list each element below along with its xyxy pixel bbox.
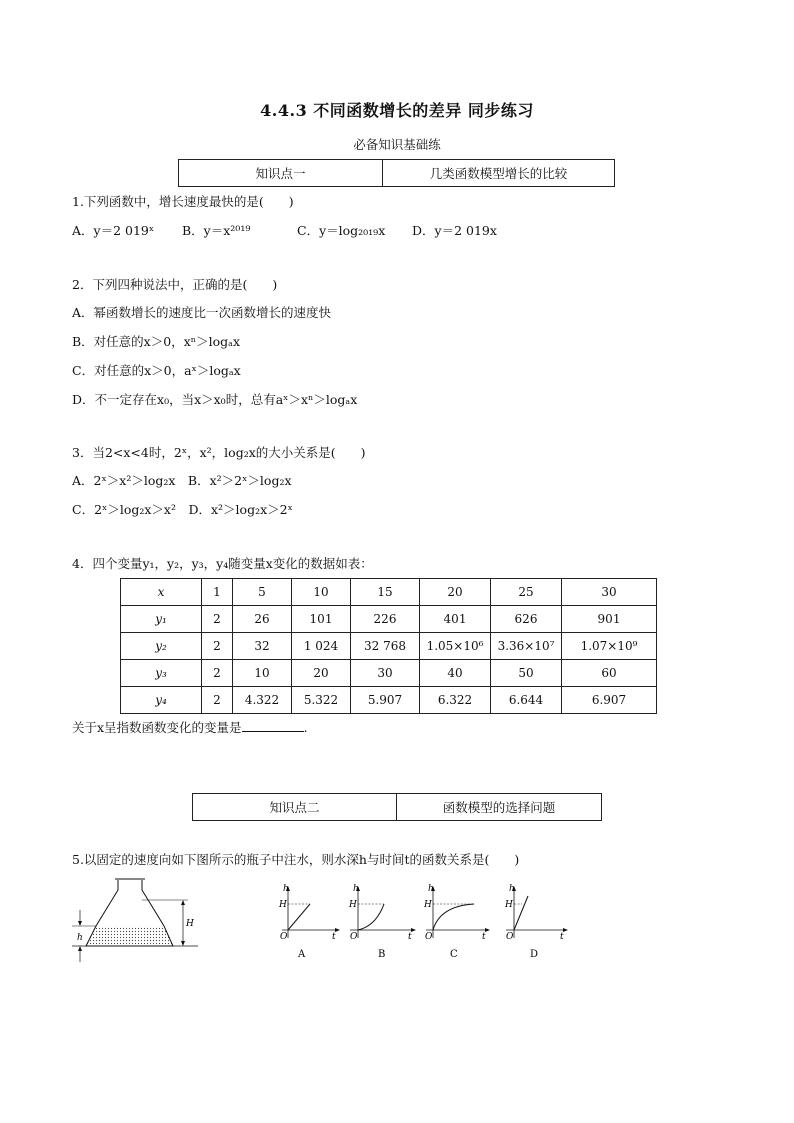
section-subtitle: 必备知识基础练 <box>353 137 441 152</box>
q1-option-d: D．y＝2 019x <box>412 223 497 238</box>
knowledge-point-2-topic: 函数模型的选择问题 <box>397 794 602 821</box>
table-cell: 60 <box>562 660 657 687</box>
table-row <box>121 687 657 714</box>
graph-b-label-H: H <box>349 900 357 910</box>
table-cell: 2 <box>202 660 233 687</box>
question-4-prompt <box>72 718 308 736</box>
q4-prompt-text: 关于x呈指数函数变化的变量是 <box>72 720 242 735</box>
graph-b <box>348 884 416 960</box>
graph-a-caption: A <box>298 949 306 960</box>
table-cell: 2 <box>202 633 233 660</box>
table-row <box>121 633 657 660</box>
q2-option-a: A．幂函数增长的速度比一次函数增长的速度快 <box>72 305 332 320</box>
graph-c-caption: C <box>450 949 458 960</box>
bottle-label-H: H <box>186 919 194 929</box>
page-title: 4.4.3 不同函数增长的差异 同步练习 <box>260 101 534 120</box>
table-row <box>121 660 657 687</box>
graph-b-caption: B <box>378 949 386 960</box>
graph-d-axis-t: t <box>560 932 564 942</box>
knowledge-point-2-label: 知识点二 <box>193 794 397 821</box>
table-cell: 2 <box>202 606 233 633</box>
q1-option-b: B．y＝x²⁰¹⁹ <box>182 223 251 238</box>
knowledge-point-1-label: 知识点一 <box>179 160 383 187</box>
graph-c-origin: O <box>425 932 433 942</box>
table-cell: 6.644 <box>491 687 562 714</box>
graph-d-origin: O <box>506 932 514 942</box>
table-row <box>121 579 657 606</box>
table-cell: 6.907 <box>562 687 657 714</box>
graph-b-axis-h: h <box>353 884 359 894</box>
knowledge-point-1-topic: 几类函数模型增长的比较 <box>383 160 615 187</box>
table-cell: 40 <box>420 660 491 687</box>
table-cell: 25 <box>491 579 562 606</box>
graph-d-label-H: H <box>505 900 513 910</box>
table-cell: 1 024 <box>292 633 351 660</box>
q2-option-d: D．不一定存在x₀，当x＞x₀时，总有aˣ＞xⁿ＞logₐx <box>72 392 358 407</box>
table-cell: 226 <box>351 606 420 633</box>
table-cell: 626 <box>491 606 562 633</box>
bottle-label-h: h <box>77 933 83 943</box>
question-3-stem: 3．当2<x<4时，2ˣ，x²，log₂x的大小关系是( ) <box>72 445 366 460</box>
table-cell: 901 <box>562 606 657 633</box>
q4-prompt-end: . <box>303 720 308 735</box>
water-level <box>86 926 173 946</box>
graph-b-axis-t: t <box>408 932 412 942</box>
table-cell: 30 <box>562 579 657 606</box>
table-cell: 10 <box>292 579 351 606</box>
graph-d-axis-h: h <box>509 884 515 894</box>
graph-c-axis-h: h <box>428 884 434 894</box>
question-4-data-table <box>120 578 657 714</box>
table-cell: 1.07×10⁹ <box>562 633 657 660</box>
graph-b-origin: O <box>350 932 358 942</box>
table-cell: 15 <box>351 579 420 606</box>
answer-blank <box>242 719 304 732</box>
table-cell: y₃ <box>121 660 202 687</box>
bottle-figure <box>68 876 203 966</box>
graph-c-axis-t: t <box>482 932 486 942</box>
table-cell: 30 <box>351 660 420 687</box>
table-cell: 101 <box>292 606 351 633</box>
graph-a-axis-t: t <box>332 932 336 942</box>
table-cell: 3.36×10⁷ <box>491 633 562 660</box>
knowledge-point-2-table <box>192 793 602 821</box>
graph-d-caption: D <box>530 949 539 960</box>
q3-options-cd: C．2ˣ＞log₂x＞x² D．x²＞log₂x＞2ˣ <box>72 502 293 517</box>
table-cell: 26 <box>233 606 292 633</box>
q1-option-c: C．y＝log₂₀₁₉x <box>297 223 386 238</box>
table-cell: 32 768 <box>351 633 420 660</box>
table-cell: 20 <box>292 660 351 687</box>
table-cell: y₂ <box>121 633 202 660</box>
table-cell: 6.322 <box>420 687 491 714</box>
question-2-stem: 2．下列四种说法中，正确的是( ) <box>72 277 278 292</box>
knowledge-point-1-table <box>178 159 615 187</box>
table-cell: x <box>121 579 202 606</box>
q1-option-a: A．y＝2 019ˣ <box>72 223 155 238</box>
graph-a <box>278 884 340 960</box>
question-4-stem: 4．四个变量y₁，y₂，y₃，y₄随变量x变化的数据如表： <box>72 556 373 571</box>
table-cell: 50 <box>491 660 562 687</box>
graph-a-axis-h: h <box>283 884 289 894</box>
graph-c-label-H: H <box>424 900 432 910</box>
q2-option-b: B．对任意的x＞0，xⁿ＞logₐx <box>72 334 241 349</box>
table-cell: y₄ <box>121 687 202 714</box>
table-cell: 32 <box>233 633 292 660</box>
graph-a-label-H: H <box>279 900 287 910</box>
table-cell: 1 <box>202 579 233 606</box>
table-cell: 5.322 <box>292 687 351 714</box>
table-cell: 5 <box>233 579 292 606</box>
graph-c <box>423 884 490 960</box>
graph-options <box>270 882 580 962</box>
question-1-options <box>72 221 497 239</box>
table-cell: 5.907 <box>351 687 420 714</box>
q2-option-c: C．对任意的x＞0，aˣ＞logₐx <box>72 363 241 378</box>
question-1-stem: 1.下列函数中，增长速度最快的是( ) <box>72 194 294 209</box>
table-row <box>121 606 657 633</box>
table-cell: 20 <box>420 579 491 606</box>
graph-d <box>504 884 568 960</box>
table-cell: 10 <box>233 660 292 687</box>
table-cell: 401 <box>420 606 491 633</box>
table-cell: y₁ <box>121 606 202 633</box>
question-5-stem: 5.以固定的速度向如下图所示的瓶子中注水，则水深h与时间t的函数关系是( ) <box>72 852 520 867</box>
table-cell: 4.322 <box>233 687 292 714</box>
q3-options-ab: A．2ˣ＞x²＞log₂x B．x²＞2ˣ＞log₂x <box>72 473 292 488</box>
graph-a-origin: O <box>280 932 288 942</box>
table-cell: 2 <box>202 687 233 714</box>
table-cell: 1.05×10⁶ <box>420 633 491 660</box>
